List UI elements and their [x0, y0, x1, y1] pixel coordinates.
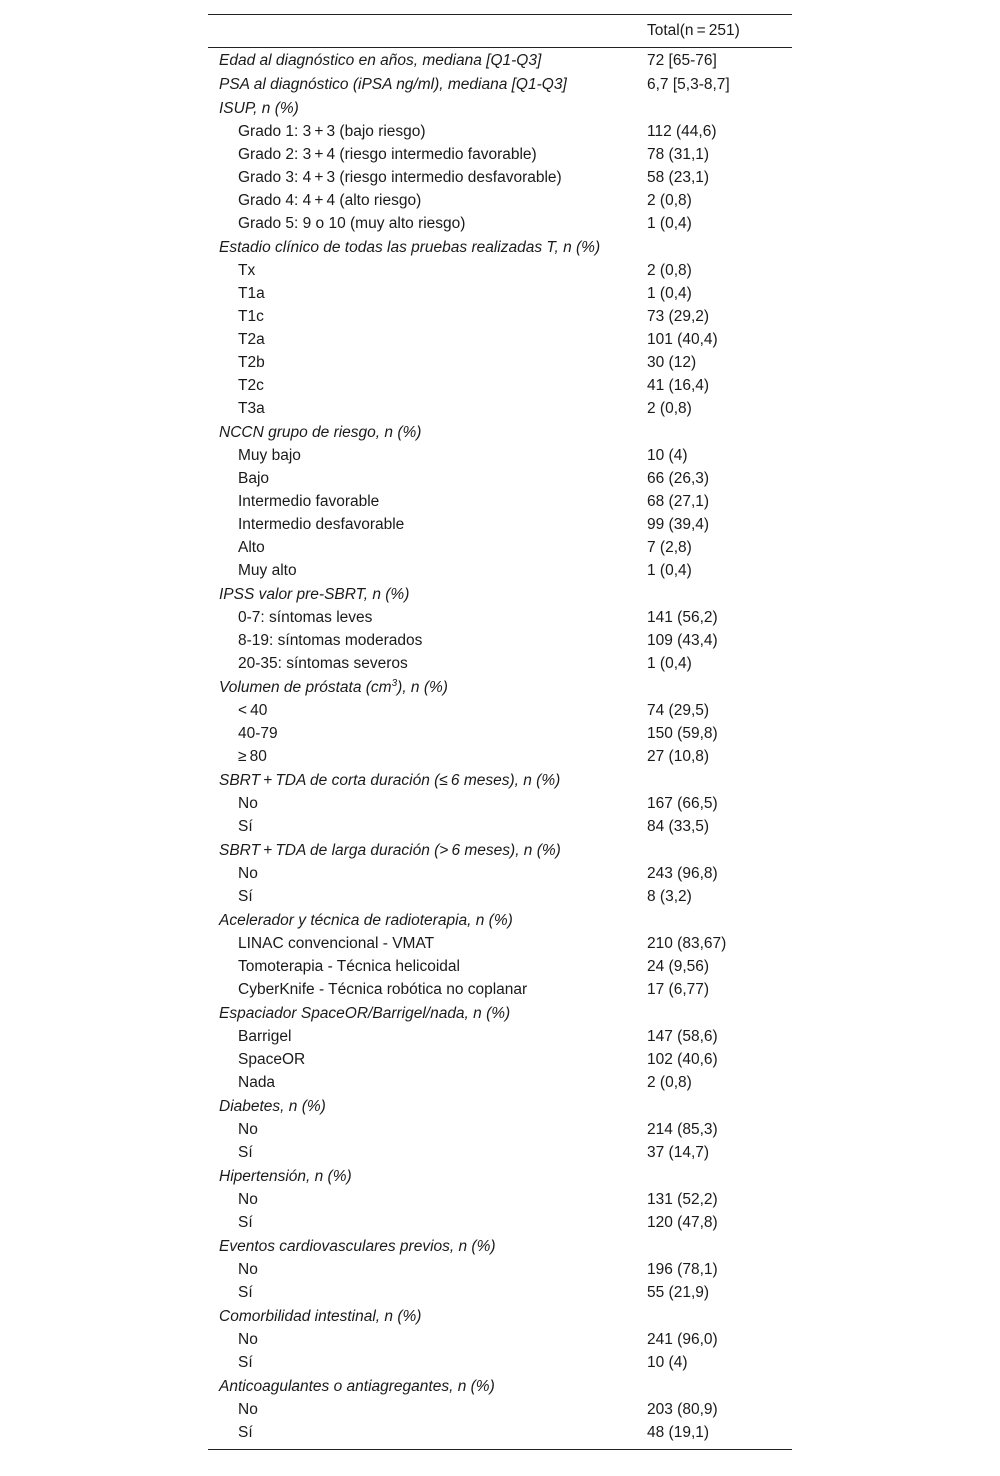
row-value: 210 (83,67): [647, 935, 727, 952]
row-label: 20-35: síntomas severos: [238, 655, 408, 672]
row-label: Nada: [238, 1074, 276, 1091]
table-row: [208, 397, 792, 420]
row-value: 41 (16,4): [647, 377, 710, 394]
row-value: 112 (44,6): [647, 123, 717, 140]
table-row: [208, 745, 792, 768]
row-value: 1 (0,4): [647, 285, 692, 302]
row-value: 73 (29,2): [647, 308, 710, 325]
table-row: [208, 652, 792, 675]
row-label: No: [238, 1331, 258, 1348]
table-row: [208, 467, 792, 490]
row-label: Muy bajo: [238, 447, 301, 464]
row-label: Alto: [238, 539, 265, 556]
table-row: [208, 143, 792, 166]
row-label: No: [238, 865, 258, 882]
table-body: [208, 48, 792, 1444]
section-row: [208, 908, 792, 932]
table-row: [208, 536, 792, 559]
row-label: Tx: [238, 262, 256, 279]
row-label: Diabetes, n (%): [219, 1098, 326, 1115]
table-row: [208, 559, 792, 582]
table-row: [208, 1141, 792, 1164]
row-label: IPSS valor pre-SBRT, n (%): [219, 586, 410, 603]
section-row: [208, 1304, 792, 1328]
row-label: Espaciador SpaceOR/Barrigel/nada, n (%): [219, 1005, 511, 1022]
row-label: Acelerador y técnica de radioterapia, n (%): [219, 912, 513, 929]
row-value: 150 (59,8): [647, 725, 718, 742]
row-label: Intermedio desfavorable: [238, 516, 405, 533]
table-row: [208, 212, 792, 235]
table-row: [208, 722, 792, 745]
row-label: T2b: [238, 354, 265, 371]
section-row: [208, 1234, 792, 1258]
row-value: 1 (0,4): [647, 215, 692, 232]
row-value: 37 (14,7): [647, 1144, 710, 1161]
row-value: 78 (31,1): [647, 146, 710, 163]
row-value: 7 (2,8): [647, 539, 692, 556]
table-row: [208, 513, 792, 536]
row-value: 72 [65-76]: [647, 52, 717, 69]
row-label: Estadio clínico de todas las pruebas realizadas T, n (%): [219, 239, 601, 256]
row-label: Sí: [238, 1424, 253, 1441]
row-label-superscript: 3: [391, 678, 398, 689]
row-label: Edad al diagnóstico en años, mediana [Q1-Q3]: [219, 52, 542, 69]
table-row: [208, 932, 792, 955]
row-value: 102 (40,6): [647, 1051, 718, 1068]
table-row: [208, 815, 792, 838]
table-row: [208, 189, 792, 212]
row-value: 2 (0,8): [647, 262, 692, 279]
row-value: 1 (0,4): [647, 562, 692, 579]
row-label: 0-7: síntomas leves: [238, 609, 373, 626]
row-value: 8 (3,2): [647, 888, 692, 905]
row-value: 196 (78,1): [647, 1261, 718, 1278]
row-label: Grado 4: 4 + 4 (alto riesgo): [238, 192, 422, 209]
row-value: 243 (96,8): [647, 865, 718, 882]
table-row: [208, 490, 792, 513]
row-label: Tomoterapia - Técnica helicoidal: [238, 958, 460, 975]
row-label: T3a: [238, 400, 265, 417]
section-row: [208, 1374, 792, 1398]
table-row: [208, 885, 792, 908]
row-label: Grado 5: 9 o 10 (muy alto riesgo): [238, 215, 466, 232]
bottom-rule: [208, 1449, 792, 1450]
row-label: T2c: [238, 377, 264, 394]
row-label: Bajo: [238, 470, 270, 487]
table-row: [208, 699, 792, 722]
row-label: Sí: [238, 1214, 253, 1231]
row-label: 8-19: síntomas moderados: [238, 632, 423, 649]
row-label-text: Volumen de próstata (cm: [219, 679, 392, 696]
row-value: 58 (23,1): [647, 169, 710, 186]
row-label: No: [238, 1401, 258, 1418]
row-value: 66 (26,3): [647, 470, 710, 487]
row-label: Intermedio favorable: [238, 493, 380, 510]
row-label: SBRT + TDA de corta duración (≤ 6 meses), n (%): [219, 772, 561, 789]
characteristics-table: [208, 14, 792, 1444]
row-label: T1a: [238, 285, 265, 302]
row-label: 40-79: [238, 725, 278, 742]
row-value: 74 (29,5): [647, 702, 710, 719]
row-value: 101 (40,4): [647, 331, 718, 348]
table-row: [208, 1025, 792, 1048]
row-value: 2 (0,8): [647, 400, 692, 417]
row-value: 167 (66,5): [647, 795, 718, 812]
section-row: [208, 1001, 792, 1025]
row-label: ≥ 80: [238, 748, 267, 765]
table-row: [208, 1328, 792, 1351]
row-label: Sí: [238, 888, 253, 905]
row-value: 68 (27,1): [647, 493, 710, 510]
row-label: Grado 2: 3 + 4 (riesgo intermedio favorable): [238, 146, 537, 163]
section-row: [208, 420, 792, 444]
row-label: SpaceOR: [238, 1051, 306, 1068]
row-value: 214 (85,3): [647, 1121, 718, 1138]
row-label: T1c: [238, 308, 264, 325]
row-value: 203 (80,9): [647, 1401, 718, 1418]
row-value: 24 (9,56): [647, 958, 710, 975]
row-label: No: [238, 795, 258, 812]
row-label: Sí: [238, 818, 253, 835]
row-label: NCCN grupo de riesgo, n (%): [219, 424, 422, 441]
row-value: 10 (4): [647, 1354, 688, 1371]
table-row: [208, 1048, 792, 1071]
row-label: Grado 1: 3 + 3 (bajo riesgo): [238, 123, 426, 140]
row-value: 55 (21,9): [647, 1284, 710, 1301]
row-label: Anticoagulantes o antiagregantes, n (%): [219, 1378, 495, 1395]
table-row: [208, 374, 792, 397]
table-row: [208, 305, 792, 328]
section-row: [208, 235, 792, 259]
section-row: [208, 96, 792, 120]
row-value: 131 (52,2): [647, 1191, 718, 1208]
row-value: 2 (0,8): [647, 192, 692, 209]
table-row: [208, 792, 792, 815]
row-label: No: [238, 1191, 258, 1208]
row-label: PSA al diagnóstico (iPSA ng/ml), mediana [Q1-Q3]: [219, 76, 567, 93]
row-value: 10 (4): [647, 447, 688, 464]
row-value: 141 (56,2): [647, 609, 718, 626]
row-label: SBRT + TDA de larga duración (> 6 meses), n (%): [219, 842, 561, 859]
section-row: [208, 768, 792, 792]
row-label-text-after: ), n (%): [397, 679, 448, 696]
table-row: [208, 1211, 792, 1234]
table-row: [208, 606, 792, 629]
row-label: Sí: [238, 1144, 253, 1161]
row-label: LINAC convencional - VMAT: [238, 935, 435, 952]
row-label: < 40: [238, 702, 268, 719]
row-value: 241 (96,0): [647, 1331, 718, 1348]
table-row: [208, 166, 792, 189]
section-row: [208, 48, 792, 72]
row-label: CyberKnife - Técnica robótica no coplanar: [238, 981, 528, 998]
table-row: [208, 1188, 792, 1211]
section-row: [208, 1164, 792, 1188]
table-row: [208, 978, 792, 1001]
row-value: 2 (0,8): [647, 1074, 692, 1091]
row-label: Grado 3: 4 + 3 (riesgo intermedio desfavorable): [238, 169, 562, 186]
table-header: [208, 15, 792, 47]
row-label: Muy alto: [238, 562, 297, 579]
table-row: [208, 1281, 792, 1304]
row-value: 48 (19,1): [647, 1424, 710, 1441]
table-row: [208, 259, 792, 282]
table-row: [208, 1118, 792, 1141]
section-row: [208, 1094, 792, 1118]
row-value: 27 (10,8): [647, 748, 710, 765]
row-label: Barrigel: [238, 1028, 292, 1045]
table-row: [208, 1398, 792, 1421]
row-value: 109 (43,4): [647, 632, 718, 649]
row-value: 147 (58,6): [647, 1028, 718, 1045]
table-row: [208, 351, 792, 374]
table-row: [208, 1351, 792, 1374]
row-value: 120 (47,8): [647, 1214, 718, 1231]
row-value: 30 (12): [647, 354, 697, 371]
table-row: [208, 1258, 792, 1281]
table-row: [208, 120, 792, 143]
section-row: [208, 582, 792, 606]
table-row: [208, 955, 792, 978]
row-label: Hipertensión, n (%): [219, 1168, 352, 1185]
table-row: [208, 282, 792, 305]
row-value: 1 (0,4): [647, 655, 692, 672]
row-label: No: [238, 1121, 258, 1138]
table-row: [208, 629, 792, 652]
row-label: No: [238, 1261, 258, 1278]
table-row: [208, 862, 792, 885]
row-label: ISUP, n (%): [219, 100, 299, 117]
header-total: Total(n = 251): [647, 22, 740, 39]
table-row: [208, 1421, 792, 1444]
table-row: [208, 328, 792, 351]
row-value: 6,7 [5,3-8,7]: [647, 76, 730, 93]
section-row: [208, 72, 792, 96]
table-row: [208, 444, 792, 467]
row-value: 17 (6,77): [647, 981, 710, 998]
row-label: Sí: [238, 1354, 253, 1371]
table-row: [208, 1071, 792, 1094]
section-row: [208, 675, 792, 699]
row-label: [219, 676, 448, 699]
row-label: T2a: [238, 331, 265, 348]
row-value: 84 (33,5): [647, 818, 710, 835]
row-label: Comorbilidad intestinal, n (%): [219, 1308, 422, 1325]
section-row: [208, 838, 792, 862]
row-label: Sí: [238, 1284, 253, 1301]
row-label: Eventos cardiovasculares previos, n (%): [219, 1238, 496, 1255]
row-value: 99 (39,4): [647, 516, 710, 533]
